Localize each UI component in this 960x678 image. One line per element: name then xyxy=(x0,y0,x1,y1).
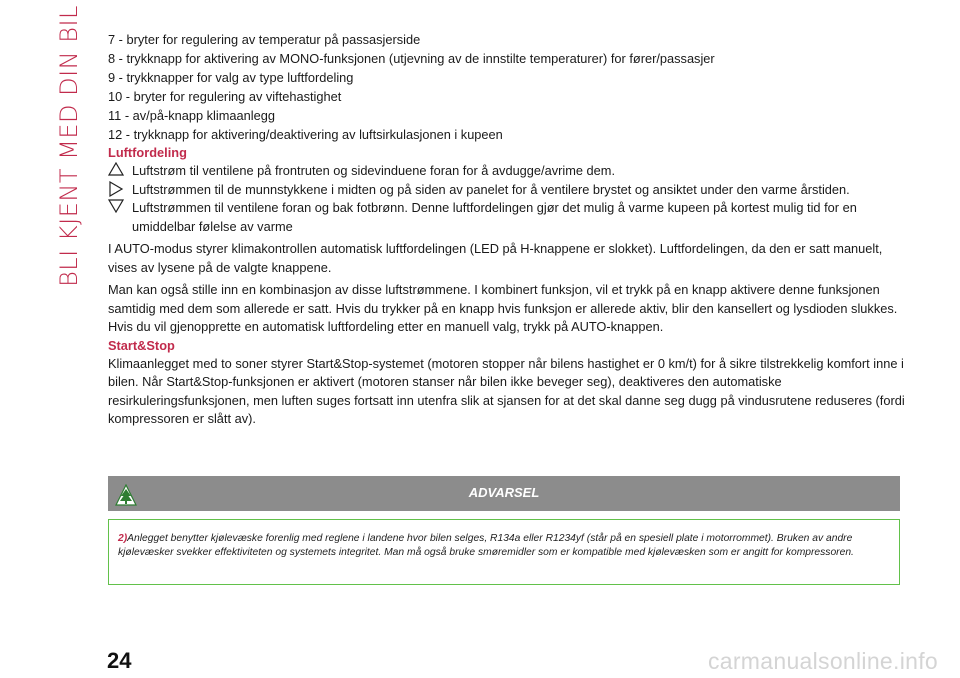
airflow-item-text: Luftstrømmen til de munnstykkene i midten og på siden av panelet for å ventilere brystet og ansiktet under den varme årstiden. xyxy=(132,181,850,197)
side-section-title-text: BLI KJENT MED DIN BIL xyxy=(55,5,83,287)
warning-text xyxy=(118,532,889,559)
warning-box xyxy=(108,519,900,585)
warning-title: ADVARSEL xyxy=(468,485,540,500)
list-item: 9 - trykknapper for valg av type luftfordeling xyxy=(108,70,354,85)
side-section-title xyxy=(52,5,86,287)
airflow-item-text: Luftstrømmen til ventilene foran og bak fotbrønn. Denne luftfordelingen gjør det mulig å varme kupeen på kortest mulig tid for en umiddelbar følelse av varme xyxy=(132,200,857,234)
list-item: 10 - bryter for regulering av viftehastighet xyxy=(108,89,342,104)
airflow-item-windscreen xyxy=(108,162,908,181)
list-item: 7 - bryter for regulering av temperatur på passasjerside xyxy=(108,32,421,47)
triangle-down-outline-icon xyxy=(108,199,132,217)
watermark: carmanualsonline.info xyxy=(707,648,938,674)
triangle-up-outline-icon xyxy=(108,162,132,180)
paragraph-auto-mode: I AUTO-modus styrer klimakontrollen automatisk luftfordelingen (LED på H-knappene er slokket). Luftfordelingen, da den er satt manuelt, vises av lysene på de valgte knappene. xyxy=(108,241,883,275)
airflow-item-dashboard xyxy=(108,181,908,200)
section-heading-luftfordeling: Luftfordeling xyxy=(108,145,187,160)
paragraph-combination: Man kan også stille inn en kombinasjon av disse luftstrømmene. I kombinert funksjon, vil et trykk på en knapp aktivere denne funksjonen samtidig med dem som allerede er satt. Hvis du trykker på en knapp hvis funksjon er allerede aktiv, blir den kansellert og lysdioden slukkes. Hvis du vil gjenopprette en automatisk luftfordeling etter en manuell valg, trykk på AUTO-knappen. xyxy=(108,282,898,334)
triangle-right-outline-icon xyxy=(108,181,132,199)
warning-body: Anlegget benytter kjølevæske forenlig med reglene i landene hvor bilen selges, R134a eller R1234yf (står på en spesiell plate i motorrommet). Bruken av andre kjølevæsker svekker effektiviteten og systemets integritet. Man må også bruke smøremidler som er kompatible med kjølevæsken som er angitt for kompressoren. xyxy=(118,533,854,558)
page-number: 24 xyxy=(107,648,132,673)
list-item: 8 - trykknapp for aktivering av MONO-funksjonen (utjevning av de innstilte temperaturer) for fører/passasjer xyxy=(108,51,715,66)
section-heading-startstop: Start&Stop xyxy=(108,337,175,353)
airflow-item-text: Luftstrøm til ventilene på frontruten og sidevinduene foran for å avdugge/avrime dem. xyxy=(132,163,615,178)
list-item: 12 - trykknapp for aktivering/deaktivering av luftsirkulasjonen i kupeen xyxy=(108,127,503,142)
airflow-item-footwell xyxy=(108,199,908,236)
tree-environment-icon xyxy=(114,484,138,513)
paragraph-startstop: Klimaanlegget med to soner styrer Start&Stop-systemet (motoren stopper når bilens hastighet er 0 km/t) for å sikre tilstrekkelig komfort inne i bilen. Når Start&Stop-funksjonen er aktivert (motoren stanser når bilen ikke beveger seg), deaktiveres den automatiske resirkuleringsfunksjonen, men luften suges fortsatt inn utenfra slik at sjansen for at det skal danne seg dugg på vindusrutene reduseres (fordi kompressoren er slått av). xyxy=(108,355,905,426)
main-content xyxy=(108,30,908,429)
warning-number: 2) xyxy=(118,533,128,544)
warning-header xyxy=(108,476,900,511)
list-item: 11 - av/på-knapp klimaanlegg xyxy=(108,108,275,123)
